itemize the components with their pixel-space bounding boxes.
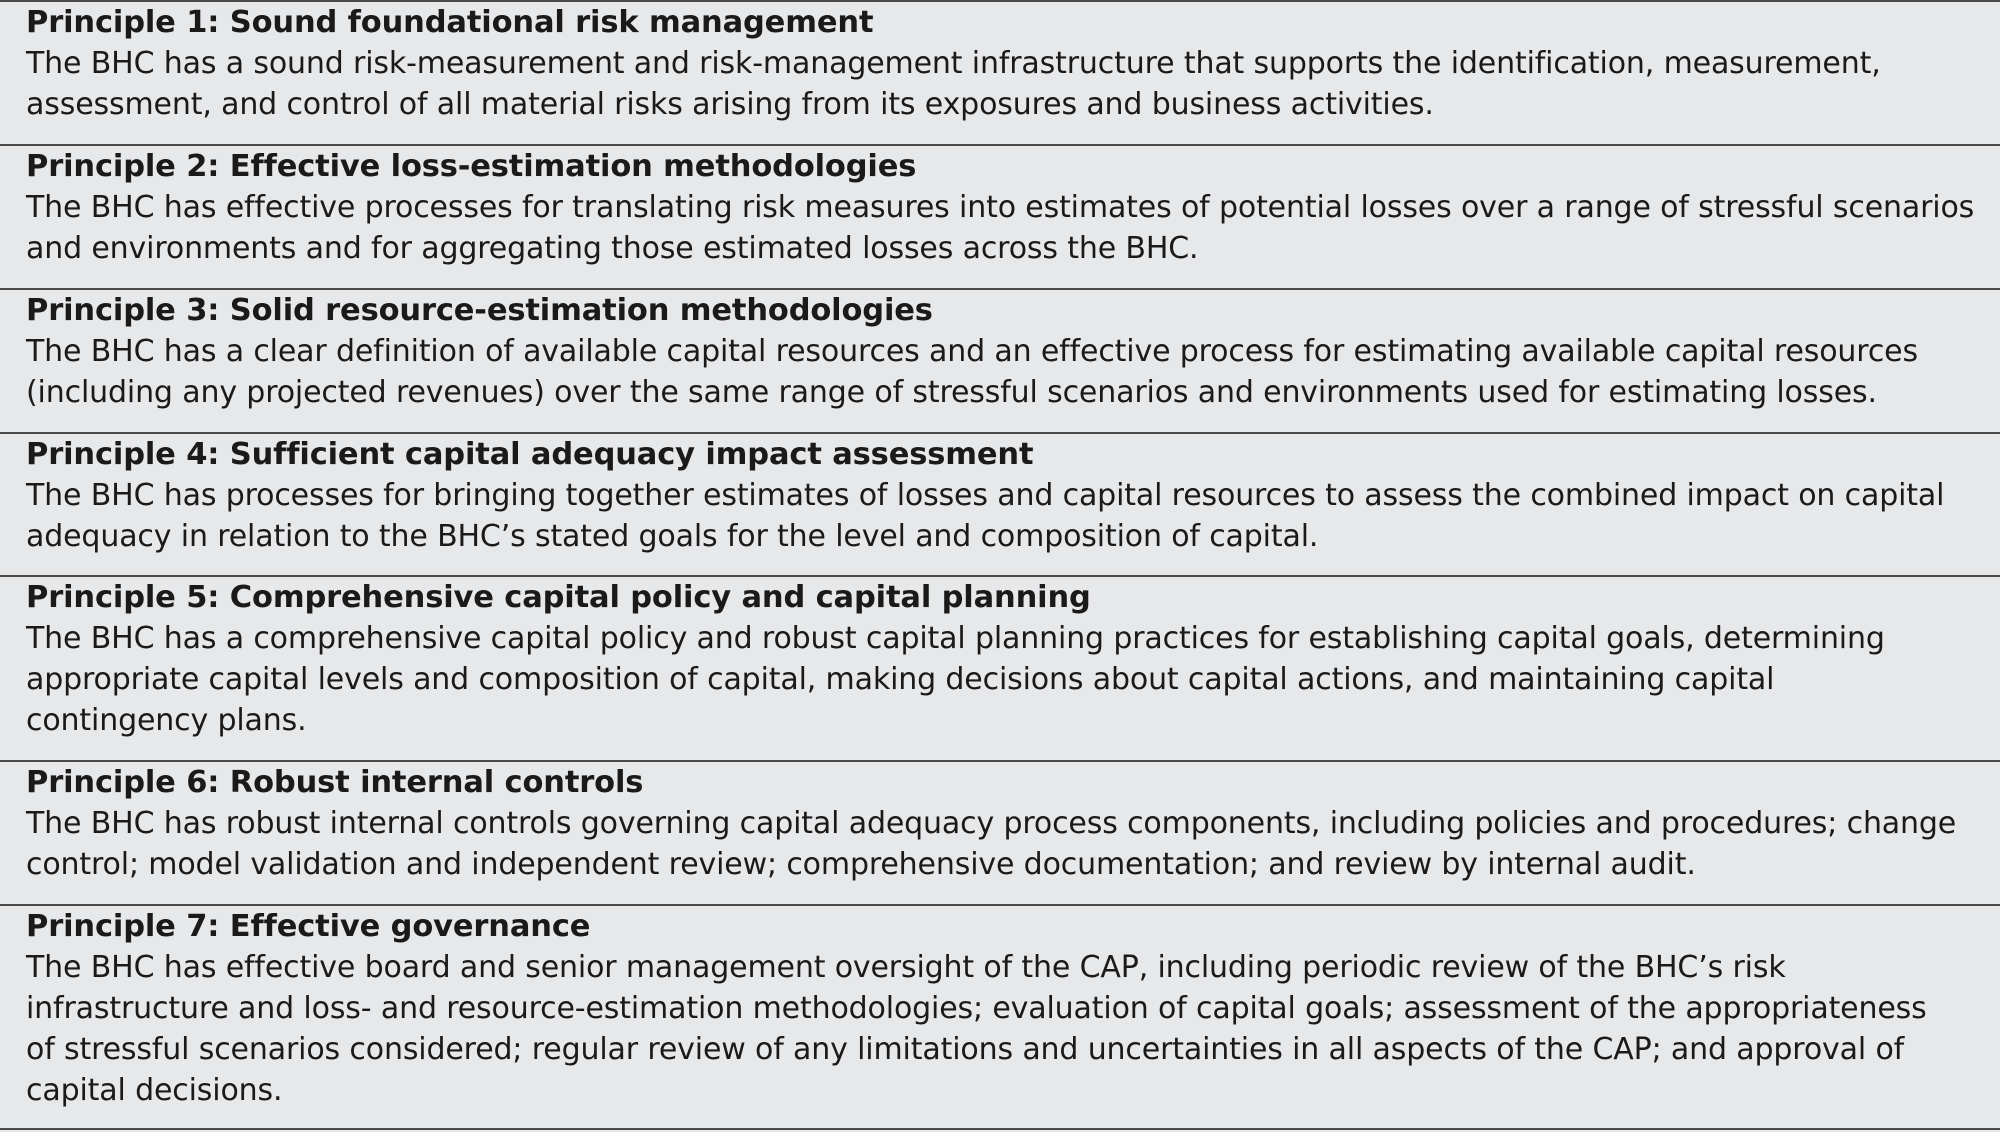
principle-description: [26, 475, 1980, 557]
description-line: The BHC has effective processes for translating risk measures into estimates of potential losses over a range of stressful scenarios: [26, 190, 1975, 225]
principle-title: Principle 1: Sound foundational risk management: [26, 5, 874, 40]
principle-description: [26, 947, 1980, 1111]
principle-row-2: [0, 144, 2000, 288]
description-line: assessment, and control of all material risks arising from its exposures and business activities.: [26, 87, 1434, 122]
principle-row-3: [0, 288, 2000, 432]
description-line: The BHC has processes for bringing together estimates of losses and capital resources to assess the combined impact on capital: [26, 478, 1945, 513]
principle-description: [26, 187, 1980, 269]
description-line: The BHC has a comprehensive capital policy and robust capital planning practices for establishing capital goals, determining: [26, 621, 1885, 656]
principle-row-4: [0, 432, 2000, 575]
description-line: control; model validation and independent review; comprehensive documentation; and review by internal audit.: [26, 847, 1696, 882]
principle-row-5: [0, 575, 2000, 760]
principle-description: [26, 43, 1980, 125]
description-line: The BHC has effective board and senior management oversight of the CAP, including periodic review of the BHC’s risk: [26, 950, 1786, 985]
principle-description: [26, 618, 1980, 741]
principle-row-7: [0, 904, 2000, 1130]
description-line: The BHC has a clear definition of available capital resources and an effective process for estimating available capital resources: [26, 334, 1918, 369]
principle-title: Principle 6: Robust internal controls: [26, 765, 644, 800]
principle-title: Principle 3: Solid resource-estimation methodologies: [26, 293, 933, 328]
principle-title: Principle 4: Sufficient capital adequacy impact assessment: [26, 437, 1034, 472]
principle-row-1: [0, 0, 2000, 144]
principle-title: Principle 7: Effective governance: [26, 909, 591, 944]
principle-description: [26, 331, 1980, 413]
description-line: capital decisions.: [26, 1073, 283, 1108]
principle-title: Principle 5: Comprehensive capital policy and capital planning: [26, 580, 1091, 615]
description-line: infrastructure and loss- and resource-estimation methodologies; evaluation of capital goals; assessment of the appropriateness: [26, 991, 1927, 1026]
principle-row-6: [0, 760, 2000, 904]
description-line: (including any projected revenues) over the same range of stressful scenarios and environments used for estimating losses.: [26, 375, 1877, 410]
description-line: appropriate capital levels and composition of capital, making decisions about capital actions, and maintaining capital: [26, 662, 1775, 697]
description-line: of stressful scenarios considered; regular review of any limitations and uncertainties in all aspects of the CAP; and approval of: [26, 1032, 1905, 1067]
description-line: and environments and for aggregating those estimated losses across the BHC.: [26, 231, 1199, 266]
principle-description: [26, 803, 1980, 885]
description-line: contingency plans.: [26, 703, 307, 738]
description-line: The BHC has a sound risk-measurement and risk-management infrastructure that supports the identification, measurement,: [26, 46, 1881, 81]
description-line: The BHC has robust internal controls governing capital adequacy process components, including policies and procedures; change: [26, 806, 1957, 841]
description-line: adequacy in relation to the BHC’s stated goals for the level and composition of capital.: [26, 519, 1319, 554]
principle-title: Principle 2: Effective loss-estimation methodologies: [26, 149, 917, 184]
